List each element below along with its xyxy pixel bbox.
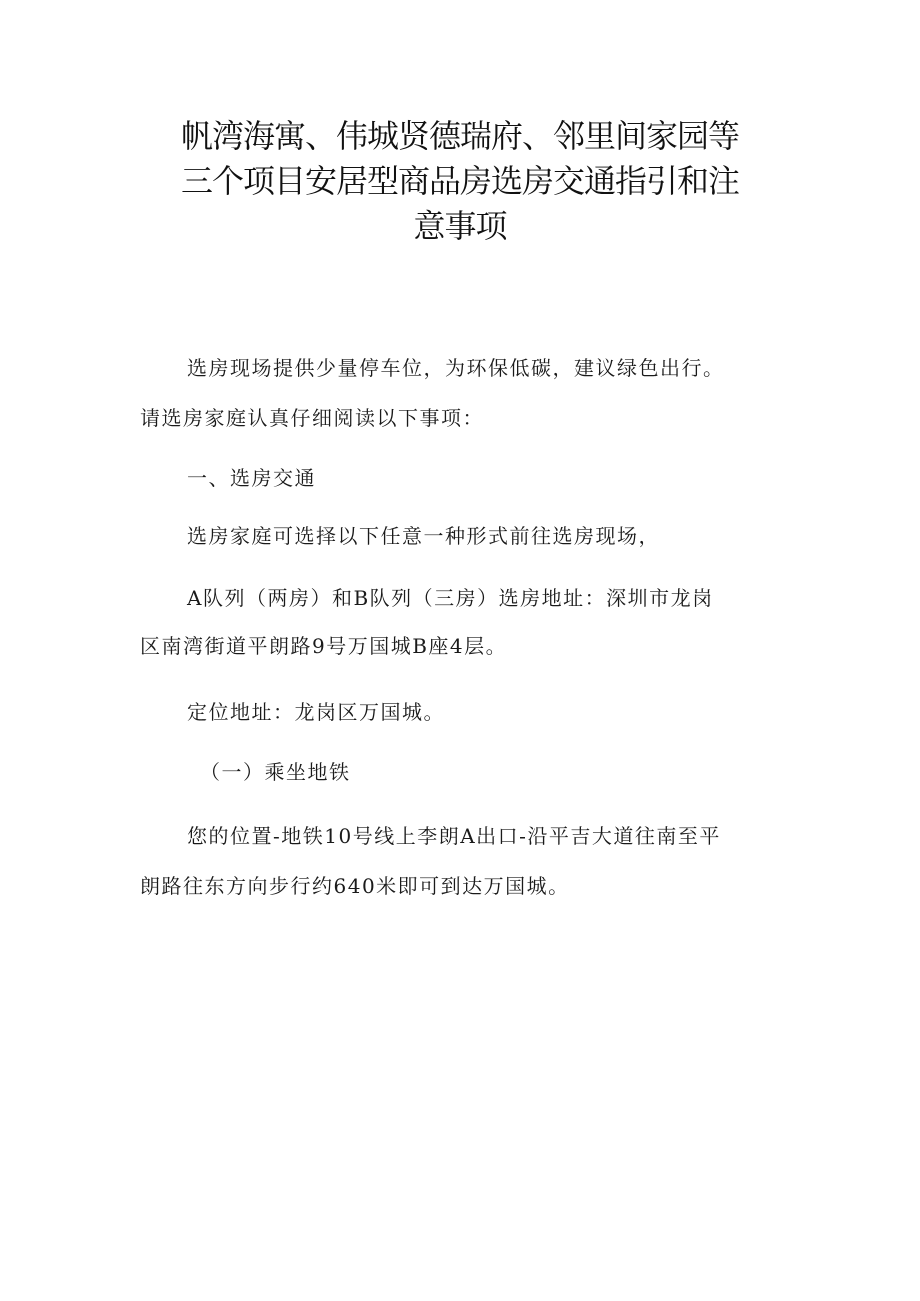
- section-heading-transport: 一、选房交通: [187, 466, 316, 490]
- title-line-3: 意事项: [413, 207, 507, 245]
- select-forms-paragraph: 选房家庭可选择以下任意一种形式前往选房现场，: [187, 524, 660, 548]
- intro-paragraph-line-1: 选房现场提供少量停车位，为环保低碳，建议绿色出行。: [187, 356, 725, 380]
- address-paragraph-line-2: 区南湾街道平朗路9号万国城B座4层。: [140, 634, 508, 658]
- document-title: [120, 114, 800, 249]
- subsection-heading-metro: （一）乘坐地铁: [200, 760, 351, 784]
- title-line-2: 三个项目安居型商品房选房交通指引和注: [180, 162, 739, 200]
- metro-paragraph-line-1: 您的位置-地铁10号线上李朗A出口-沿平吉大道往南至平: [187, 824, 721, 848]
- metro-paragraph-line-2: 朗路往东方向步行约640米即可到达万国城。: [140, 874, 570, 898]
- location-paragraph: 定位地址：龙岗区万国城。: [187, 700, 445, 724]
- title-line-1: 帆湾海寓、伟城贤德瑞府、邻里间家园等: [180, 117, 739, 155]
- intro-paragraph-line-2: 请选房家庭认真仔细阅读以下事项：: [140, 406, 484, 430]
- address-paragraph-line-1: A队列（两房）和B队列（三房）选房地址：深圳市龙岗: [187, 586, 714, 610]
